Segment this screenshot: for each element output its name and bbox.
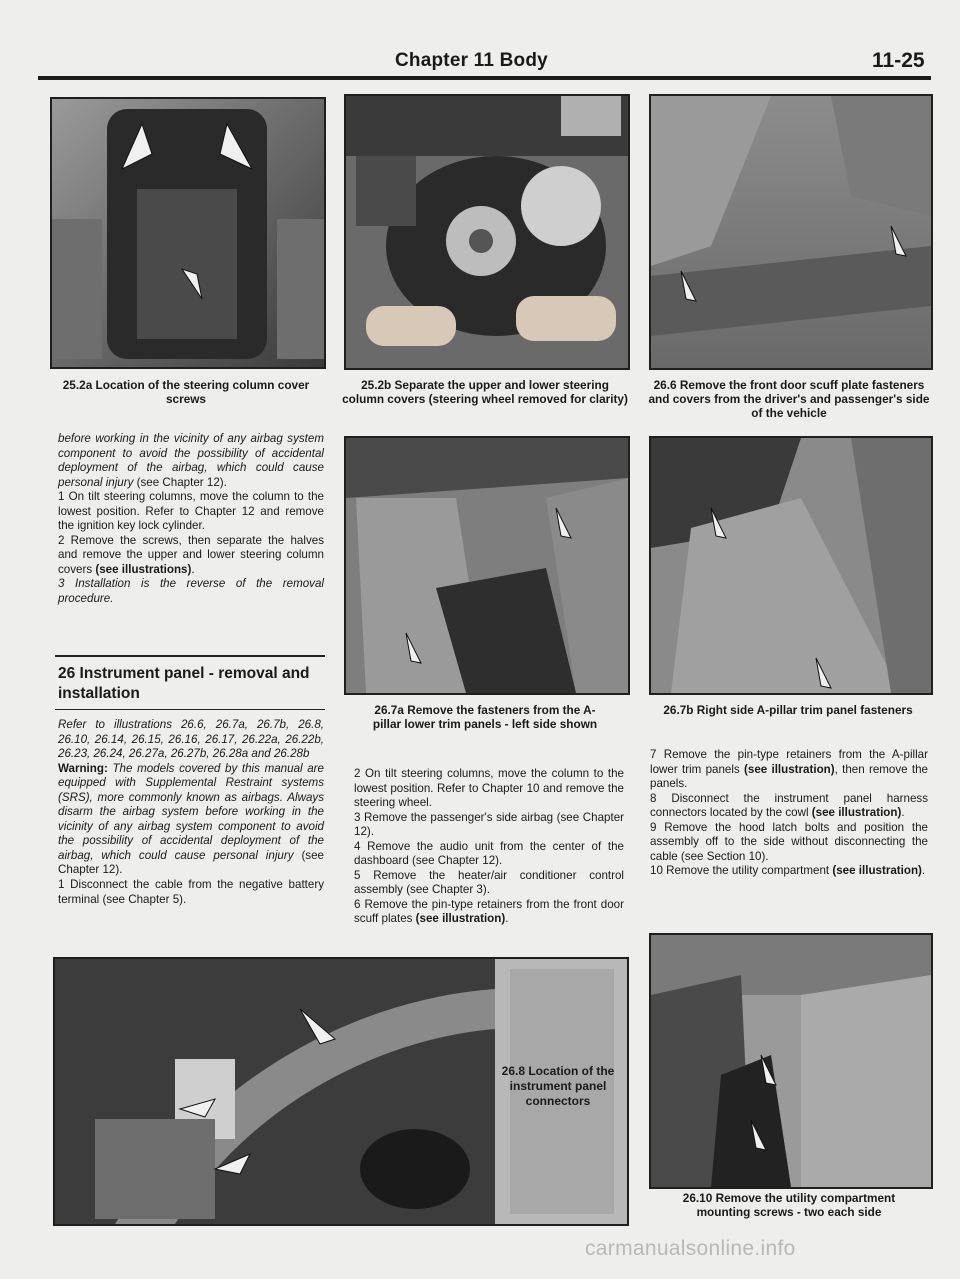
photo-26-6 — [649, 94, 933, 370]
header-rule — [38, 76, 931, 80]
caption-26-6: 26.6 Remove the front door scuff plate fasteners and covers from the driver's and passenger's side of the vehicle — [648, 378, 930, 420]
step-3: 3 Installation is the reverse of the removal procedure. — [58, 577, 324, 606]
caption-25-2a: 25.2a Location of the steering column cover screws — [62, 378, 310, 406]
step-9: 9 Remove the hood latch bolts and position the assembly off to the side without disconnecting the cable (see Section 10). — [650, 820, 928, 863]
caption-26-7a: 26.7a Remove the fasteners from the A-pillar lower trim panels - left side shown — [372, 703, 598, 731]
photo-26-10 — [649, 933, 933, 1189]
caption-26-7b: 26.7b Right side A-pillar trim panel fasteners — [663, 703, 913, 717]
step-7-ref: (see illustration) — [744, 762, 835, 776]
step-4-audio: 4 Remove the audio unit from the center of the dashboard (see Chapter 12). — [354, 839, 624, 868]
photo-25-2a — [50, 97, 326, 369]
caption-26-10: 26.10 Remove the utility compartment mounting screws - two each side — [682, 1191, 896, 1219]
section-rule — [55, 655, 325, 657]
step-10-ref: (see illustration) — [832, 864, 922, 878]
caption-25-2b: 25.2b Separate the upper and lower steering column covers (steering wheel removed for clarity) — [342, 378, 628, 406]
step-2-tilt: 2 On tilt steering columns, move the column to the lowest position. Refer to Chapter 10 and remove the steering wheel. — [354, 767, 624, 810]
step-1-disconnect: 1 Disconnect the cable from the negative battery terminal (see Chapter 5). — [58, 878, 324, 906]
step-10: 10 Remove the utility compartment — [650, 864, 833, 878]
chapter-title: Chapter 11 Body — [395, 50, 548, 71]
warning-label: Warning: — [58, 761, 108, 775]
step-8: 8 Disconnect the instrument panel harness connectors located by the cowl — [650, 791, 928, 820]
col2-text: 2 On tilt steering columns, move the column to the lowest position. Refer to Chapter 10 and remove the steering wheel. 3 Remove the passenger's side airbag (see Chapter 12). 4 Remove the audio unit from the center of the dashboard (see Chapter 12). 5 Remove the heater/air conditioner control assembly (see Chapter 3). 6 Remove the pin-type retainers from the front door scuff plates (see illustration). — [354, 767, 624, 926]
step-1: 1 On tilt steering columns, move the column to the lowest position. Refer to Chapter 12 and remove the ignition key lock cylinder. — [58, 490, 324, 533]
step-7: 7 Remove the pin-type retainers from the A-pillar lower trim panels — [650, 748, 928, 776]
section-heading-26: 26 Instrument panel - removal and installation — [58, 665, 310, 702]
page-number: 11-25 — [872, 49, 925, 72]
photo-25-2b — [344, 94, 630, 370]
section-rule — [55, 709, 325, 710]
warning-continued-tail: (see Chapter 12). — [133, 475, 227, 489]
watermark: carmanualsonline.info — [585, 1237, 796, 1260]
step-8-ref: (see illustration) — [811, 806, 902, 820]
step-6: 6 Remove the pin-type retainers from the front door scuff plates — [354, 897, 624, 926]
step-2: 2 Remove the screws, then separate the halves and remove the upper and lower steering column covers — [58, 533, 324, 576]
step-2-ref: (see illustrations) — [95, 562, 192, 576]
step-6-ref: (see illustration) — [415, 912, 506, 926]
col1-top-text: before working in the vicinity of any airbag system component to avoid the possibility of accidental deployment of the airbag, which could cause personal injury (see Chapter 12). 1 On tilt steering columns, move the column to the lowest position. Refer to Chapter 12 and remove the ignition key lock cylinder. 2 Remove the screws, then separate the halves and remove the upper and lower steering column covers (see illustrations). 3 Installation is the reverse of the removal procedure. — [58, 432, 324, 606]
photo-26-7b — [649, 436, 933, 695]
photo-26-7a — [344, 436, 630, 695]
warning-text: The models covered by this manual are equipped with Supplemental Restraint systems (SRS), more commonly known as airbags. Always disarm the airbag system before working in the vicinity of any airbag system component to avoid the possibility of accidental deployment of the airbag, which could cause personal injury — [58, 761, 324, 862]
col1-bottom-text: Refer to illustrations 26.6, 26.7a, 26.7b, 26.8, 26.10, 26.14, 26.15, 26.16, 26.17, 26.22a, 26.22b, 26.23, 26.24, 26.27a, 26.27b, 26.28a and 26.28b Warning: The models covered by this manual are equipped with Supplemental Restraint systems (SRS), more commonly known as airbags. Always disarm the airbag system before working in the vicinity of any airbag system component to avoid the possibility of accidental deployment of the airbag, which could cause personal injury (see Chapter 12). 1 Disconnect the cable from the negative battery terminal (see Chapter 5). — [58, 718, 325, 906]
refer-to-illustrations: Refer to illustrations 26.6, 26.7a, 26.7b, 26.8, 26.10, 26.14, 26.15, 26.16, 26.17, 26.22a, 26.22b, 26.23, 26.24, 26.27a, 26.27b, 26.28a and 26.28b — [58, 718, 324, 761]
step-3-airbag: 3 Remove the passenger's side airbag (see Chapter 12). — [354, 810, 624, 839]
step-5-heater: 5 Remove the heater/air conditioner control assembly (see Chapter 3). — [354, 868, 624, 897]
col3-text: 7 Remove the pin-type retainers from the A-pillar lower trim panels (see illustration), then remove the panels. 8 Disconnect the instrument panel harness connectors located by the cowl (see illustration). 9 Remove the hood latch bolts and position the assembly off to the side without disconnecting the cable (see Section 10). 10 Remove the utility compartment (see illustration). — [650, 748, 929, 878]
warning-continued: before working in the vicinity of any airbag system component to avoid the possibility of accidental deployment of the airbag, which could cause personal injury — [58, 432, 324, 489]
caption-26-8: 26.8 Location of the instrument panel connectors — [501, 1064, 615, 1108]
